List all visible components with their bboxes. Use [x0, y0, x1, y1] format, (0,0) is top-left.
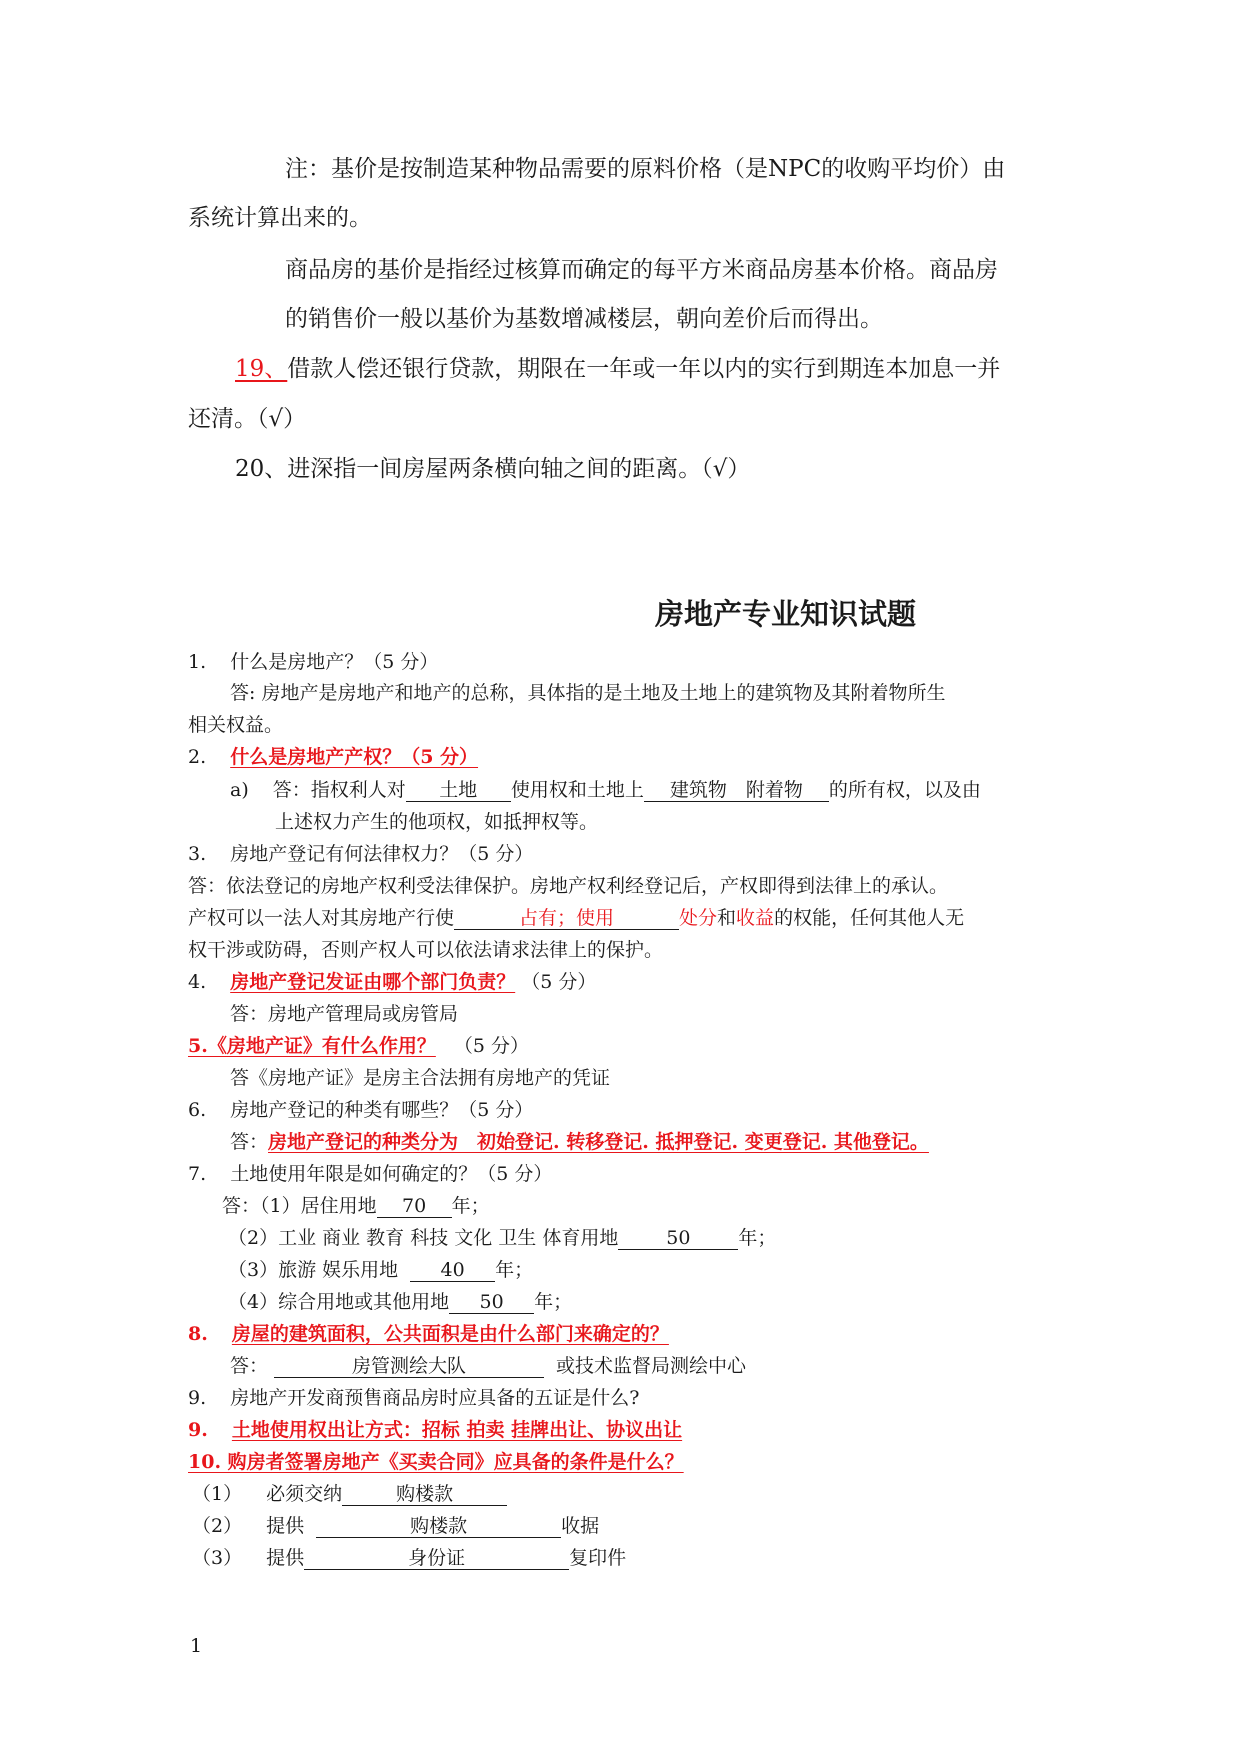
answer-2-post: 的所有权，以及由 [828, 779, 981, 801]
answer-7-line-2 [228, 1223, 776, 1250]
question-1-number: 1. [188, 651, 207, 673]
answer-8 [230, 1351, 746, 1378]
answer-10-item-2-blank: 购楼款 [316, 1515, 561, 1538]
question-9b [188, 1415, 682, 1442]
answer-2-mid: 使用权和土地上 [510, 779, 644, 801]
answer-2-blank-buildings: 建筑物 附着物 [644, 779, 829, 802]
answer-7-industrial: （2）工业 商业 教育 科技 文化 卫生 体育用地 [228, 1227, 619, 1249]
answer-2-line-1 [230, 775, 981, 802]
question-8-number: 8. [188, 1323, 208, 1345]
answer-1-line-1: 答: 房地产是房地产和地产的总称，具体指的是土地及土地上的建筑物及其附着物所生 [230, 682, 946, 704]
question-7 [188, 1159, 552, 1186]
question-6-number: 6. [188, 1099, 207, 1121]
note-line-4: 的销售价一般以基价为基数增减楼层，朝向差价后而得出。 [285, 306, 883, 332]
answer-7-tourism: （3）旅游 娱乐用地 [228, 1259, 399, 1281]
question-5-text: 5.《房地产证》有什么作用？ [188, 1035, 436, 1057]
answer-10-item-1-number: （1） [192, 1483, 243, 1505]
answer-10-item-3-blank: 身份证 [304, 1547, 569, 1570]
answer-10-item-1-blank: 购楼款 [342, 1483, 507, 1506]
answer-8-pre: 答： [230, 1355, 269, 1377]
answer-7-residential: 答：（1）居住用地 [222, 1195, 377, 1217]
question-9b-number: 9. [188, 1419, 208, 1441]
answer-10-item-1-pre: 必须交纳 [266, 1483, 343, 1505]
question-2-number: 2. [188, 746, 207, 768]
answer-7-line-3 [228, 1255, 533, 1282]
question-4-text: 房地产登记发证由哪个部门负责？ [230, 971, 516, 993]
answer-10-item-1 [192, 1479, 507, 1506]
question-5 [188, 1031, 529, 1058]
answer-3-post: 的权能，任何其他人无 [774, 907, 965, 929]
answer-7-unit: 年； [495, 1259, 534, 1281]
answer-7-unit: 年； [451, 1195, 490, 1217]
answer-5: 答《房地产证》是房主合法拥有房地产的凭证 [230, 1067, 611, 1089]
page-number: 1 [190, 1635, 203, 1657]
question-8-text: 房屋的建筑面积，公共面积是由什么部门来确定的？ [231, 1323, 669, 1345]
page-title: 房地产专业知识试题 [655, 597, 917, 631]
question-3 [188, 839, 533, 866]
answer-7-unit: 年； [738, 1227, 777, 1249]
answer-7-industrial-years: 50 [618, 1227, 738, 1250]
question-9 [188, 1383, 639, 1410]
answer-7-residential-years: 70 [377, 1195, 452, 1218]
question-7-number: 7. [188, 1163, 207, 1185]
note-line-3: 商品房的基价是指经过核算而确定的每平方米商品房基本价格。商品房 [285, 257, 998, 283]
answer-10-item-3-number: （3） [192, 1547, 243, 1569]
answer-2-line-2: 上述权力产生的他项权，如抵押权等。 [275, 811, 599, 833]
question-10 [188, 1447, 684, 1474]
answer-8-blank: 房管测绘大队 [274, 1355, 544, 1378]
answer-6-pre: 答： [230, 1131, 269, 1153]
answer-2-pre: 答：指权利人对 [272, 779, 406, 801]
answer-3-line-2 [188, 903, 964, 930]
question-5-score: （5 分） [453, 1035, 529, 1057]
answer-7-composite: （4）综合用地或其他用地 [228, 1291, 450, 1313]
answer-3-line-3: 权干涉或防碍，否则产权人可以依法请求法律上的保护。 [188, 939, 664, 961]
answer-3-line-1: 答：依法登记的房地产权利受法律保护。房地产权利经登记后，产权即得到法律上的承认。 [188, 875, 949, 897]
question-3-number: 3. [188, 843, 207, 865]
answer-10-item-2-pre: 提供 [266, 1515, 305, 1537]
question-4-score: （5 分） [521, 971, 597, 993]
question-9b-text: 土地使用权出让方式：招标 拍卖 挂牌出让、协议出让 [231, 1419, 683, 1441]
answer-7-line-4 [228, 1287, 572, 1314]
question-9-text: 房地产开发商预售商品房时应具备的五证是什么? [230, 1387, 640, 1409]
question-2-text: 什么是房地产产权？（5 分） [230, 746, 479, 768]
note-line-2: 系统计算出来的。 [188, 205, 372, 231]
question-3-text: 房地产登记有何法律权力？（5 分） [230, 843, 534, 865]
answer-3-and: 和 [717, 907, 737, 929]
question-6-text: 房地产登记的种类有哪些？（5 分） [230, 1099, 534, 1121]
answer-1-line-2: 相关权益。 [188, 714, 284, 736]
question-1 [188, 647, 438, 674]
question-8 [188, 1319, 669, 1346]
question-19-text: 借款人偿还银行贷款，期限在一年或一年以内的实行到期连本加息一并 [287, 356, 1001, 382]
note-line-1: 注：基价是按制造某种物品需要的原料价格（是NPC的收购平均价）由 [285, 156, 1006, 182]
answer-10-item-2 [192, 1511, 599, 1538]
question-2 [188, 742, 478, 769]
answer-7-line-1 [222, 1191, 490, 1218]
question-4-number: 4. [188, 971, 207, 993]
answer-2-sub: a) [230, 779, 249, 801]
answer-10-item-3-post: 复印件 [569, 1547, 627, 1569]
question-20: 20、进深指一间房屋两条横向轴之间的距离。（√） [235, 456, 751, 482]
question-10-text: 10. 购房者签署房地产《买卖合同》应具备的条件是什么？ [188, 1451, 684, 1473]
answer-3-dispose: 处分 [679, 907, 718, 929]
question-7-text: 土地使用年限是如何确定的？（5 分） [230, 1163, 553, 1185]
question-9-number: 9. [188, 1387, 207, 1409]
answer-10-item-3 [192, 1543, 626, 1570]
answer-6 [230, 1127, 929, 1154]
answer-6-text: 房地产登记的种类分为 初始登记. 转移登记. 抵押登记. 变更登记. 其他登记。 [268, 1131, 929, 1153]
question-6 [188, 1095, 533, 1122]
answer-8-post: 或技术监督局测绘中心 [556, 1355, 747, 1377]
question-19-cont: 还清。（√） [188, 406, 307, 432]
answer-3-pre: 产权可以一法人对其房地产行使 [188, 907, 455, 929]
question-1-text: 什么是房地产？（5 分） [230, 651, 439, 673]
question-19 [235, 350, 1000, 383]
question-4 [188, 967, 596, 994]
question-19-number: 19、 [235, 356, 288, 382]
answer-10-item-3-pre: 提供 [266, 1547, 305, 1569]
answer-7-unit: 年； [534, 1291, 573, 1313]
answer-10-item-2-number: （2） [192, 1515, 243, 1537]
answer-2-blank-land: 土地 [406, 779, 511, 802]
answer-10-item-2-post: 收据 [561, 1515, 600, 1537]
answer-7-tourism-years: 40 [410, 1259, 495, 1282]
answer-7-composite-years: 50 [449, 1291, 534, 1314]
answer-4: 答：房地产管理局或房管局 [230, 1003, 459, 1025]
answer-3-benefit: 收益 [736, 907, 775, 929]
answer-3-blank: 占有；使用 [454, 907, 679, 930]
